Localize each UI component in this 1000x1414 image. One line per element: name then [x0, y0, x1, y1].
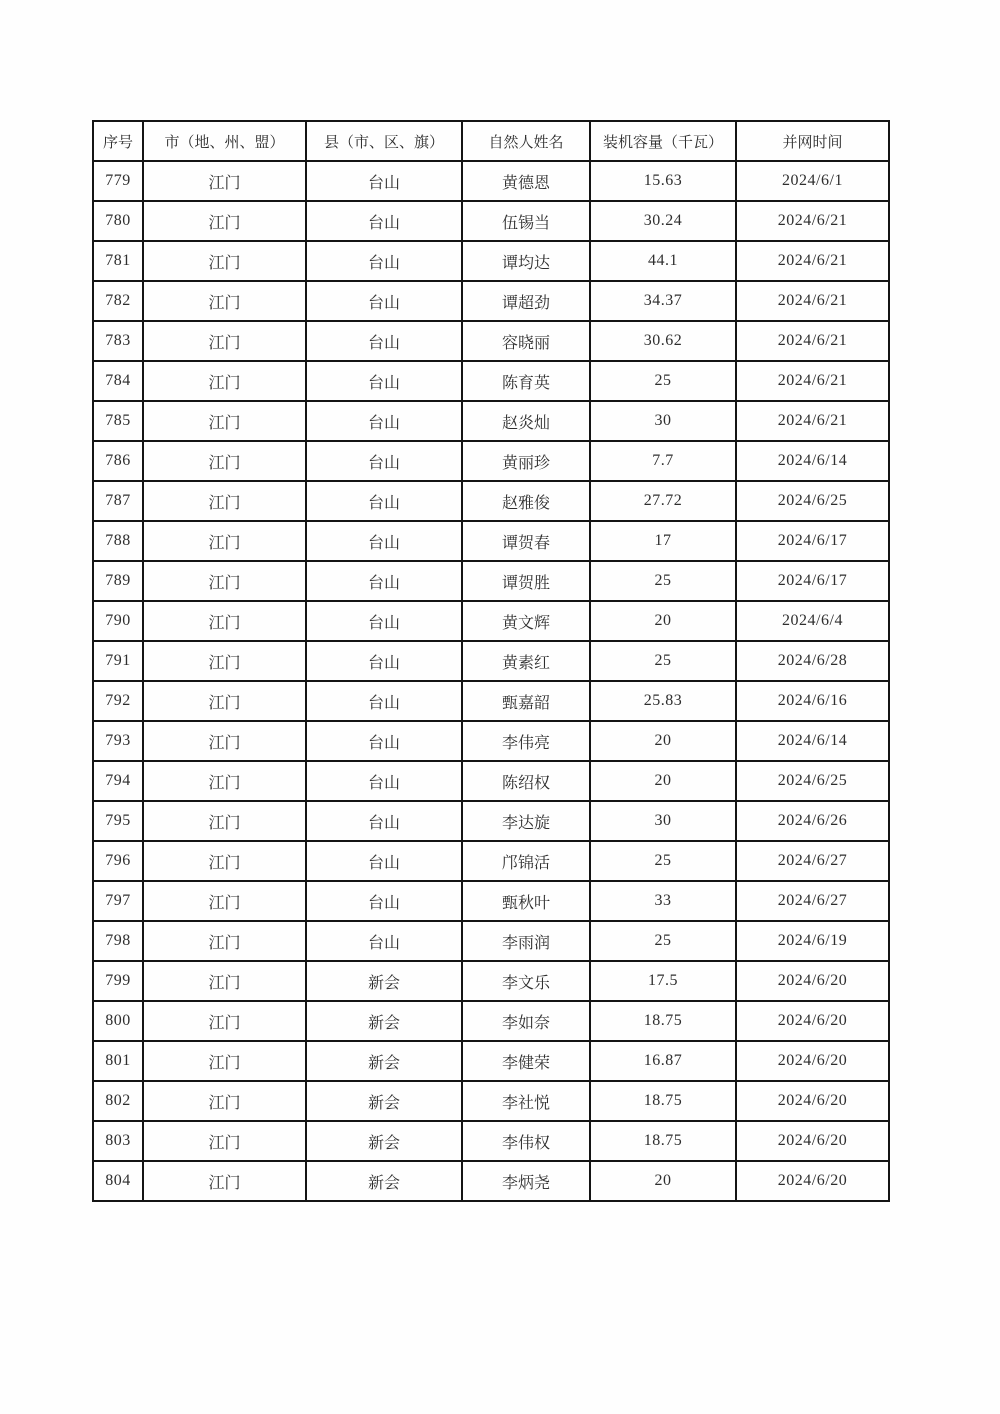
cell-index: 788 [93, 521, 143, 561]
cell-date: 2024/6/17 [736, 521, 889, 561]
cell-city: 江门 [143, 361, 306, 401]
cell-capacity: 25 [590, 921, 736, 961]
cell-index: 781 [93, 241, 143, 281]
cell-name: 黄素红 [462, 641, 590, 681]
cell-city: 江门 [143, 561, 306, 601]
cell-county: 台山 [306, 841, 462, 881]
cell-date: 2024/6/20 [736, 961, 889, 1001]
cell-name: 李伟权 [462, 1121, 590, 1161]
cell-index: 790 [93, 601, 143, 641]
cell-index: 793 [93, 721, 143, 761]
table-row [93, 641, 889, 681]
cell-city: 江门 [143, 161, 306, 201]
cell-name: 李伟亮 [462, 721, 590, 761]
cell-name: 黄丽珍 [462, 441, 590, 481]
cell-index: 802 [93, 1081, 143, 1121]
cell-city: 江门 [143, 881, 306, 921]
cell-index: 787 [93, 481, 143, 521]
cell-capacity: 30.62 [590, 321, 736, 361]
table-row [93, 1161, 889, 1201]
cell-city: 江门 [143, 241, 306, 281]
table-row [93, 561, 889, 601]
cell-date: 2024/6/25 [736, 761, 889, 801]
cell-name: 伍锡当 [462, 201, 590, 241]
cell-index: 800 [93, 1001, 143, 1041]
cell-date: 2024/6/20 [736, 1121, 889, 1161]
cell-index: 804 [93, 1161, 143, 1201]
cell-city: 江门 [143, 961, 306, 1001]
cell-city: 江门 [143, 441, 306, 481]
cell-date: 2024/6/1 [736, 161, 889, 201]
cell-index: 803 [93, 1121, 143, 1161]
cell-county: 台山 [306, 801, 462, 841]
cell-capacity: 18.75 [590, 1001, 736, 1041]
cell-date: 2024/6/20 [736, 1001, 889, 1041]
cell-name: 李达旋 [462, 801, 590, 841]
cell-index: 784 [93, 361, 143, 401]
cell-date: 2024/6/21 [736, 201, 889, 241]
cell-county: 新会 [306, 1121, 462, 1161]
table-row [93, 1001, 889, 1041]
cell-county: 台山 [306, 281, 462, 321]
table-row [93, 921, 889, 961]
cell-index: 797 [93, 881, 143, 921]
table-row [93, 761, 889, 801]
cell-capacity: 44.1 [590, 241, 736, 281]
cell-capacity: 30 [590, 401, 736, 441]
cell-city: 江门 [143, 1001, 306, 1041]
cell-index: 799 [93, 961, 143, 1001]
cell-county: 台山 [306, 881, 462, 921]
cell-date: 2024/6/14 [736, 441, 889, 481]
cell-name: 陈育英 [462, 361, 590, 401]
cell-name: 谭均达 [462, 241, 590, 281]
col-header-grid-date: 并网时间 [736, 121, 889, 161]
cell-city: 江门 [143, 801, 306, 841]
cell-date: 2024/6/4 [736, 601, 889, 641]
cell-county: 新会 [306, 1041, 462, 1081]
cell-date: 2024/6/27 [736, 881, 889, 921]
cell-city: 江门 [143, 201, 306, 241]
cell-capacity: 30 [590, 801, 736, 841]
table-row [93, 321, 889, 361]
table-row [93, 961, 889, 1001]
cell-city: 江门 [143, 681, 306, 721]
cell-capacity: 34.37 [590, 281, 736, 321]
cell-city: 江门 [143, 1161, 306, 1201]
cell-date: 2024/6/21 [736, 401, 889, 441]
cell-name: 李社悦 [462, 1081, 590, 1121]
cell-capacity: 17.5 [590, 961, 736, 1001]
cell-name: 容晓丽 [462, 321, 590, 361]
cell-county: 台山 [306, 721, 462, 761]
table-row [93, 1121, 889, 1161]
cell-capacity: 30.24 [590, 201, 736, 241]
col-header-capacity: 装机容量（千瓦） [590, 121, 736, 161]
cell-index: 779 [93, 161, 143, 201]
col-header-city: 市（地、州、盟） [143, 121, 306, 161]
cell-capacity: 20 [590, 601, 736, 641]
table-row [93, 161, 889, 201]
cell-name: 李健荣 [462, 1041, 590, 1081]
table-row [93, 481, 889, 521]
cell-city: 江门 [143, 641, 306, 681]
cell-name: 李如奈 [462, 1001, 590, 1041]
cell-index: 786 [93, 441, 143, 481]
table-body [93, 161, 889, 1201]
pv-grid-connection-table [92, 120, 890, 1202]
cell-county: 台山 [306, 641, 462, 681]
cell-name: 李雨润 [462, 921, 590, 961]
table-row [93, 841, 889, 881]
cell-date: 2024/6/19 [736, 921, 889, 961]
cell-capacity: 27.72 [590, 481, 736, 521]
col-header-index: 序号 [93, 121, 143, 161]
cell-county: 台山 [306, 761, 462, 801]
cell-index: 782 [93, 281, 143, 321]
cell-name: 赵雅俊 [462, 481, 590, 521]
cell-name: 甄嘉韶 [462, 681, 590, 721]
cell-city: 江门 [143, 281, 306, 321]
cell-date: 2024/6/20 [736, 1081, 889, 1121]
cell-county: 台山 [306, 161, 462, 201]
cell-county: 台山 [306, 441, 462, 481]
table-row [93, 601, 889, 641]
cell-county: 台山 [306, 521, 462, 561]
cell-capacity: 17 [590, 521, 736, 561]
cell-index: 795 [93, 801, 143, 841]
cell-county: 新会 [306, 961, 462, 1001]
cell-county: 新会 [306, 1081, 462, 1121]
table-row [93, 401, 889, 441]
col-header-name: 自然人姓名 [462, 121, 590, 161]
cell-name: 黄文辉 [462, 601, 590, 641]
cell-date: 2024/6/21 [736, 241, 889, 281]
cell-city: 江门 [143, 1041, 306, 1081]
cell-name: 谭贺胜 [462, 561, 590, 601]
col-header-county: 县（市、区、旗） [306, 121, 462, 161]
cell-capacity: 16.87 [590, 1041, 736, 1081]
cell-date: 2024/6/20 [736, 1041, 889, 1081]
cell-city: 江门 [143, 481, 306, 521]
cell-county: 台山 [306, 601, 462, 641]
table-row [93, 281, 889, 321]
cell-name: 陈绍权 [462, 761, 590, 801]
cell-county: 台山 [306, 361, 462, 401]
cell-index: 792 [93, 681, 143, 721]
cell-date: 2024/6/21 [736, 321, 889, 361]
cell-index: 789 [93, 561, 143, 601]
cell-county: 新会 [306, 1161, 462, 1201]
cell-capacity: 15.63 [590, 161, 736, 201]
cell-city: 江门 [143, 601, 306, 641]
table-row [93, 801, 889, 841]
cell-name: 赵炎灿 [462, 401, 590, 441]
cell-capacity: 18.75 [590, 1081, 736, 1121]
cell-date: 2024/6/27 [736, 841, 889, 881]
table-row [93, 201, 889, 241]
cell-capacity: 7.7 [590, 441, 736, 481]
cell-capacity: 18.75 [590, 1121, 736, 1161]
table-row [93, 241, 889, 281]
cell-capacity: 33 [590, 881, 736, 921]
cell-name: 谭超劲 [462, 281, 590, 321]
table-row [93, 721, 889, 761]
table-row [93, 681, 889, 721]
cell-capacity: 25 [590, 841, 736, 881]
cell-index: 801 [93, 1041, 143, 1081]
table-row [93, 441, 889, 481]
cell-name: 邝锦活 [462, 841, 590, 881]
cell-county: 台山 [306, 561, 462, 601]
cell-index: 783 [93, 321, 143, 361]
cell-city: 江门 [143, 521, 306, 561]
table-row [93, 881, 889, 921]
cell-date: 2024/6/16 [736, 681, 889, 721]
cell-county: 台山 [306, 921, 462, 961]
cell-date: 2024/6/21 [736, 281, 889, 321]
cell-city: 江门 [143, 401, 306, 441]
cell-city: 江门 [143, 321, 306, 361]
cell-name: 谭贺春 [462, 521, 590, 561]
table-row [93, 1041, 889, 1081]
cell-capacity: 20 [590, 761, 736, 801]
cell-name: 甄秋叶 [462, 881, 590, 921]
cell-county: 台山 [306, 481, 462, 521]
cell-date: 2024/6/25 [736, 481, 889, 521]
cell-city: 江门 [143, 921, 306, 961]
cell-capacity: 25 [590, 561, 736, 601]
cell-county: 台山 [306, 201, 462, 241]
cell-date: 2024/6/26 [736, 801, 889, 841]
cell-county: 台山 [306, 681, 462, 721]
cell-name: 李文乐 [462, 961, 590, 1001]
cell-city: 江门 [143, 761, 306, 801]
cell-city: 江门 [143, 721, 306, 761]
cell-date: 2024/6/21 [736, 361, 889, 401]
table-row [93, 1081, 889, 1121]
cell-date: 2024/6/20 [736, 1161, 889, 1201]
table-row [93, 361, 889, 401]
table-row [93, 521, 889, 561]
cell-city: 江门 [143, 1121, 306, 1161]
cell-capacity: 25.83 [590, 681, 736, 721]
cell-name: 李炳尧 [462, 1161, 590, 1201]
cell-index: 794 [93, 761, 143, 801]
cell-index: 791 [93, 641, 143, 681]
cell-name: 黄德恩 [462, 161, 590, 201]
cell-city: 江门 [143, 1081, 306, 1121]
cell-date: 2024/6/17 [736, 561, 889, 601]
table-header-row [93, 121, 889, 161]
cell-index: 798 [93, 921, 143, 961]
cell-capacity: 20 [590, 1161, 736, 1201]
cell-capacity: 20 [590, 721, 736, 761]
cell-county: 台山 [306, 401, 462, 441]
cell-index: 796 [93, 841, 143, 881]
cell-county: 台山 [306, 321, 462, 361]
cell-county: 新会 [306, 1001, 462, 1041]
cell-capacity: 25 [590, 361, 736, 401]
cell-date: 2024/6/14 [736, 721, 889, 761]
cell-capacity: 25 [590, 641, 736, 681]
cell-county: 台山 [306, 241, 462, 281]
cell-index: 780 [93, 201, 143, 241]
cell-date: 2024/6/28 [736, 641, 889, 681]
cell-index: 785 [93, 401, 143, 441]
cell-city: 江门 [143, 841, 306, 881]
